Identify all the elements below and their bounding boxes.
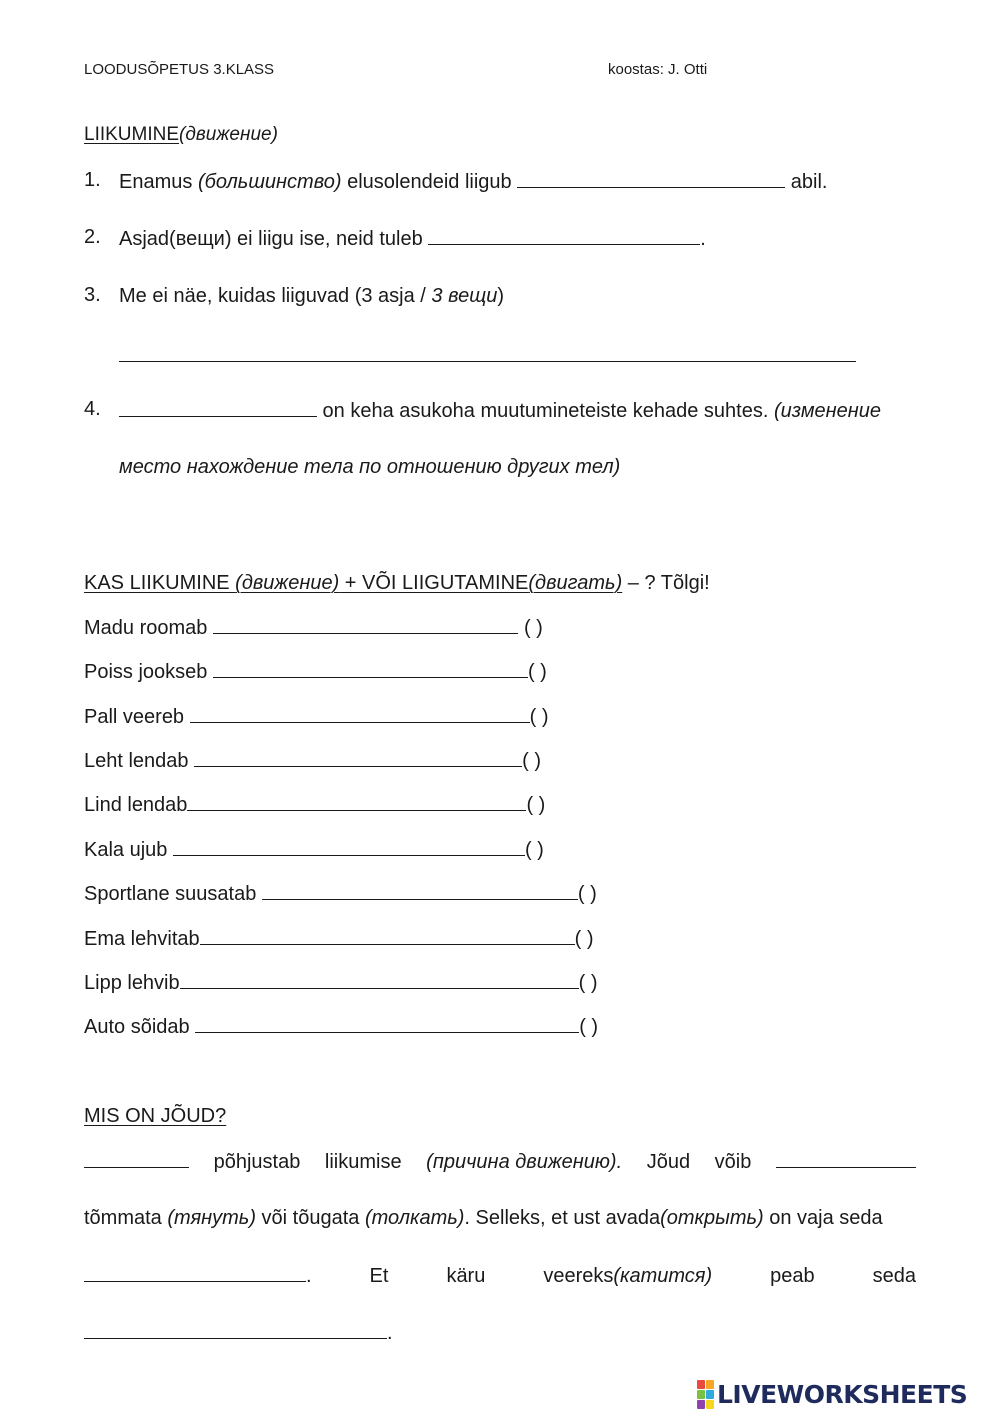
logo-square-icon — [697, 1400, 705, 1409]
list-item-paren[interactable]: ( ) — [524, 839, 544, 861]
q1-text-ru: (большинство) — [197, 171, 342, 193]
q4-answer-blank[interactable] — [119, 398, 317, 417]
force-blank-4[interactable] — [84, 1320, 387, 1339]
list-item-label: Lind lendab — [84, 794, 188, 816]
q3-text — [119, 284, 504, 308]
list-item — [84, 1014, 598, 1039]
q4-number: 4. — [84, 398, 101, 420]
liveworksheets-logo-text: LIVEWORKSHEETS — [717, 1379, 968, 1409]
q4-text-ru-line2: место нахождение тела по отношению других тел) — [119, 456, 621, 478]
section3-l1-c: Jõud — [646, 1151, 691, 1173]
list-item-paren[interactable]: ( ) — [522, 750, 541, 772]
q1-number: 1. — [84, 169, 101, 191]
section3-l3-blank-group — [84, 1263, 312, 1288]
list-item — [84, 837, 544, 862]
list-item — [84, 792, 545, 817]
list-item-paren[interactable]: ( ) — [529, 706, 549, 728]
q1-text-c: abil. — [785, 171, 828, 193]
section3-l2-ru2: (толкать) — [364, 1207, 465, 1229]
list-item-paren[interactable]: ( ) — [578, 972, 598, 994]
section3-line2 — [84, 1206, 883, 1230]
header-right: koostas: J. Otti — [608, 61, 708, 78]
list-item-blank[interactable] — [262, 881, 578, 900]
section2-title-a: KAS LIIKUMINE — [84, 572, 236, 594]
list-item-label: Poiss jookseb — [84, 661, 213, 683]
header-left: LOODUSÕPETUS 3.KLASS — [84, 61, 275, 78]
q4-text-ru: (изменение — [773, 400, 882, 422]
q2-answer-blank[interactable] — [428, 226, 700, 245]
force-blank-1[interactable] — [84, 1149, 189, 1168]
section3-l3-d: peab — [770, 1265, 815, 1287]
section1-title — [84, 123, 278, 147]
section1-title-ru: (движение) — [179, 124, 278, 145]
list-item-label: Madu roomab — [84, 617, 213, 639]
list-item-paren[interactable]: ( ) — [574, 928, 594, 950]
list-item-paren[interactable]: ( ) — [577, 883, 597, 905]
list-item — [84, 704, 549, 729]
liveworksheets-mark-icon — [697, 1380, 714, 1409]
list-item-label: Auto sõidab — [84, 1016, 196, 1038]
list-item-blank[interactable] — [173, 837, 525, 856]
list-item-blank[interactable] — [180, 970, 579, 989]
list-item-blank[interactable] — [213, 659, 528, 678]
list-item-label: Pall veereb — [84, 706, 190, 728]
logo-square-icon — [706, 1390, 714, 1399]
q3-text-c: ) — [497, 285, 505, 307]
list-item — [84, 748, 541, 773]
section3-l3-c-group — [543, 1264, 712, 1288]
logo-square-icon — [697, 1390, 705, 1399]
liveworksheets-logo[interactable] — [697, 1379, 967, 1409]
section3-l1-a: põhjustab — [213, 1151, 301, 1173]
list-item — [84, 659, 547, 684]
q4-text — [119, 398, 881, 423]
section3-line3 — [84, 1263, 916, 1288]
list-item — [84, 926, 594, 951]
section3-l4-dot: . — [387, 1322, 393, 1344]
list-item-blank[interactable] — [187, 792, 526, 811]
section3-l3-ru: (катится) — [613, 1265, 713, 1287]
q3-number: 3. — [84, 284, 101, 306]
list-item-label: Leht lendab — [84, 750, 195, 772]
section3-l3-c: veereks — [543, 1265, 614, 1287]
list-item-blank[interactable] — [195, 1014, 579, 1033]
q2-text-c: . — [700, 228, 706, 250]
list-item-blank[interactable] — [190, 704, 530, 723]
list-item-blank[interactable] — [213, 615, 518, 634]
section3-l2-a: tõmmata — [84, 1207, 168, 1229]
section3-l2-b: või tõugata — [255, 1207, 365, 1229]
section2-title — [84, 571, 710, 595]
q1-answer-blank[interactable] — [517, 169, 785, 188]
list-item-paren[interactable]: ( ) — [579, 1016, 599, 1038]
list-item-label: Ema lehvitab — [84, 928, 200, 950]
list-item-label: Kala ujub — [84, 839, 173, 861]
q2-text — [119, 226, 706, 251]
list-item — [84, 881, 597, 906]
q3-text-a: Me ei näe, kuidas liiguvad (3 asja / — [119, 285, 432, 307]
q3-text-ru: 3 вещи — [431, 285, 498, 307]
q3-answer-line[interactable] — [119, 361, 856, 362]
list-item-blank[interactable] — [200, 926, 575, 945]
section3-l3-a: Et — [369, 1265, 389, 1287]
list-item-paren[interactable]: ( ) — [527, 661, 547, 683]
logo-square-icon — [697, 1380, 705, 1389]
q1-text — [119, 169, 827, 194]
q1-text-b: elusolendeid liigub — [341, 171, 518, 193]
section3-line4 — [84, 1320, 393, 1345]
section3-l1-b: liikumise — [324, 1151, 402, 1173]
section3-l1-ru: (причина движению). — [426, 1151, 623, 1173]
q4-text-a: on keha asukoha muutumineteiste kehade suhtes. — [317, 400, 774, 422]
section3-title-text: MIS ON JÕUD? — [84, 1105, 227, 1127]
list-item — [84, 615, 543, 640]
section3-l3-e: seda — [872, 1265, 916, 1287]
list-item-label: Lipp lehvib — [84, 972, 180, 994]
logo-square-icon — [706, 1380, 714, 1389]
list-item — [84, 970, 598, 995]
section2-title-ru2: (двигать) — [528, 572, 623, 594]
list-item-blank[interactable] — [194, 748, 522, 767]
section3-l2-c: . Selleks, et ust avada — [464, 1207, 661, 1229]
force-blank-2[interactable] — [776, 1149, 916, 1168]
section2-title-c: – ? Tõlgi! — [622, 572, 710, 594]
section2-title-b: + VÕI LIIGUTAMINE — [339, 572, 529, 594]
list-item-paren[interactable]: ( ) — [523, 617, 543, 639]
section3-l1-d: võib — [714, 1151, 752, 1173]
section3-l2-d: on vaja seda — [763, 1207, 883, 1229]
q2-text-a: Asjad(вещи) ei liigu ise, neid tuleb — [119, 228, 429, 250]
section1-title-text: LIIKUMINE — [84, 124, 180, 145]
section3-title — [84, 1104, 226, 1128]
section3-l3-b: käru — [446, 1265, 486, 1287]
section3-l2-ru1: (тянуть) — [167, 1207, 256, 1229]
section3-l2-ru3: (открыть) — [660, 1207, 764, 1229]
list-item-paren[interactable]: ( ) — [526, 794, 546, 816]
section3-line1 — [84, 1149, 916, 1174]
section2-title-ru1: (движение) — [235, 572, 340, 594]
list-item-label: Sportlane suusatab — [84, 883, 262, 905]
q1-text-a: Enamus — [119, 171, 198, 193]
logo-square-icon — [706, 1400, 714, 1409]
section3-l3-dot: . — [306, 1265, 312, 1287]
q2-number: 2. — [84, 226, 101, 248]
force-blank-3[interactable] — [84, 1263, 306, 1282]
